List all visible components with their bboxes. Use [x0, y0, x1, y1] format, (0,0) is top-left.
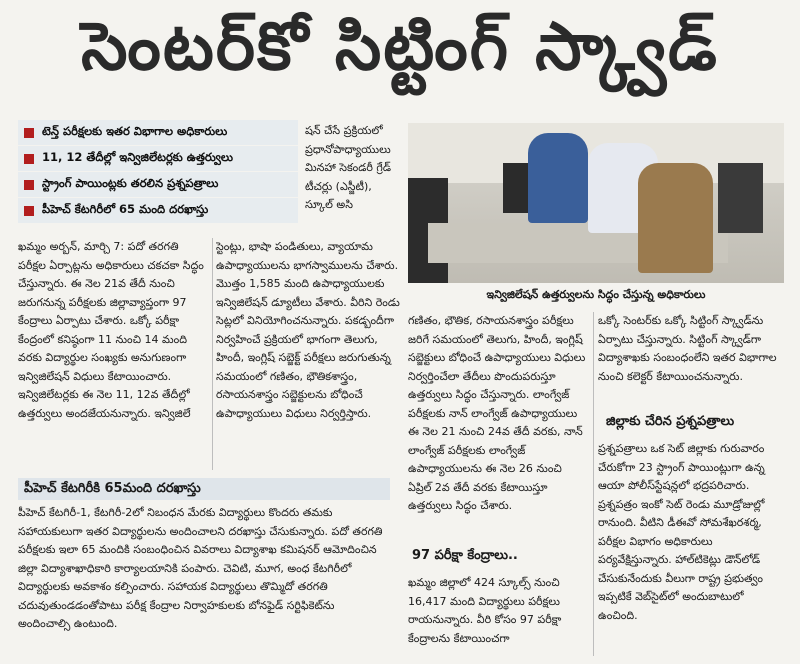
- highlight-item: టెన్త్ పరీక్షలకు ఇతర విభాగాల అధికారులు: [18, 120, 298, 146]
- ph-category-heading: పీహెచ్ కేటగిరీకి 65మంది దరఖాస్తు: [18, 478, 390, 500]
- photo-caption: ఇన్విజిలేషన్ ఉత్తర్వులను సిద్ధం చేస్తున్న అధికారులు: [486, 288, 706, 301]
- bullet-square-icon: [24, 206, 34, 216]
- centers-subhead: 97 పరీక్షా కేంద్రాలు..: [412, 548, 518, 563]
- highlight-item: స్ట్రాంగ్ పాయింట్లకు తరలిన ప్రశ్నపత్రాలు: [18, 172, 298, 198]
- bullet-square-icon: [24, 128, 34, 138]
- column-2-top: షన్ చేసే ప్రక్రియలో ప్రధానోపాధ్యాయులు మినహా సెకండరీ గ్రేడ్ టీచర్లు (ఎస్జీటీ), స్కూల్ అసి: [305, 124, 391, 211]
- column-4b: ప్రశ్నపత్రాలు ఒక సెట్ జిల్లాకు గురువారం చేరుకోగా 23 స్ట్రాంగ్ పాయింట్లుగా ఉన్న ఆయా పోలీస్‌స్టేషన్లలో భద్రపరిచారు. ప్రశ్నపత్రం ఇంకో సెట్ రెండు మూడ్రోజుల్లో రానుంది. వీటిని డీఈవో సోమశేఖరశర్మ, పరీక్షల విభాగం అధికారులు పర్యవేక్షిస్తున్నారు. హాల్‌టికెట్లు డౌన్‌లోడ్ చేసుకునేందుకు వీలుగా రాష్ట్ర ప్రభుత్వం ఇప్పటికే వెబ్‌సైట్‌లో అందుబాటులో ఉంచింది.: [598, 442, 765, 622]
- column-1: ఖమ్మం అర్బన్, మార్చి 7: పదో తరగతి పరీక్షల ఏర్పాట్లను అధికారులు చకచకా సిద్ధం చేస్తున్నారు. ఈ నెల 21వ తేదీ నుంచి జరుగనున్న పరీక్షలకు జిల్లావ్యాప్తంగా 97 కేంద్రాలు ఏర్పాటు చేశారు. ఒక్కో పరీక్షా కేంద్రంలో కనిష్ఠంగా 11 నుంచి 14 మంది వరకు విద్యార్థుల సంఖ్యకు అనుగుణంగా ఇన్విజిలేషన్ విధులు కేటాయించారు. ఇన్విజిలేటర్లకు ఈ నెల 11, 12వ తేదీల్లో ఉత్తర్వులు అందజేయనున్నారు. ఇన్విజిలే: [18, 240, 204, 420]
- highlight-item: పీహెచ్ కేటగిరీలో 65 మంది దరఖాస్తు: [18, 198, 298, 224]
- highlights-box: [18, 120, 298, 224]
- question-papers-subhead: జిల్లాకు చేరిన ప్రశ్నపత్రాలు: [606, 414, 735, 429]
- highlight-item: 11, 12 తేదీల్లో ఇన్విజిలేటర్లకు ఉత్తర్వులు: [18, 146, 298, 172]
- ph-category-text: పీహెచ్ కేటగిరీ-1, కేటగిరీ-2లో నిబంధన మేరకు విద్యార్థులు కొందరు తమకు సహాయకులుగా ఇతర విద్యార్థులను అందించాలని దరఖాస్తు చేసుకున్నారు. పదో తరగతి పరీక్షలకు ఇలా 65 మందికి సంబంధించిన వివరాలు విద్యాశాఖ కమిషనర్ ఆమోదించిన జిల్లా విద్యాశాఖాధికారి కార్యాలయానికి పంపారు. చెవిటి, మూగ, అంధ కేటగిరీలో విద్యార్థులకు అవకాశం కల్పించారు. సహాయక విద్యార్థులు తొమ్మిదో తరగతి చదువుతుండడంతోపాటు పరీక్ష కేంద్రాల నిర్వాహకులకు బోనఫైడ్ సర్టిఫికెట్‌ను అందించాల్సి ఉంటుంది.: [18, 506, 383, 630]
- column-4: ఒక్కో సెంటర్‌కు ఒక్కో సిట్టింగ్ స్క్వాడ్‌ను ఏర్పాటు చేస్తున్నారు. సిట్టింగ్ స్క్వాడ్‌గా విద్యాశాఖకు సంబంధంలేని ఇతర విభాగాల నుంచి కలెక్టర్ కేటాయించనున్నారు.: [598, 314, 777, 383]
- column-3b: ఖమ్మం జిల్లాలో 424 స్కూల్స్ నుంచి 16,417 మంది విద్యార్థులు పరీక్షలు రాయనున్నారు. వీరి కోసం 97 పరీక్షా కేంద్రాలను కేటాయించగా: [408, 576, 562, 645]
- news-photo: [408, 123, 784, 283]
- column-2: స్టెంట్లు, భాషా పండితులు, వ్యాయామ ఉపాధ్యాయులను భాగస్వాములను చేశారు. మొత్తం 1,585 మంది ఉపాధ్యాయులకు ఇన్విజిలేషన్ డ్యూటీలు వేశారు. వీరిని రెండు సెట్లలో వినియోగించనున్నారు. పకడ్బందీగా నిర్వహించే ప్రక్రియలో భాగంగా తెలుగు, హిందీ, ఇంగ్లిష్ సబ్జెక్ట్ పరీక్షలు జరుగుతున్న సమయంలో గణితం, భౌతికశాస్త్రం, రసాయనశాస్త్రం సబ్జెక్టులను బోధించే ఉపాధ్యాయులు విధులు నిర్వర్తిస్తారు.: [216, 240, 400, 420]
- headline: సెంటర్‌కో సిట్టింగ్ స్క్వాడ్: [81, 7, 719, 85]
- bullet-square-icon: [24, 180, 34, 190]
- column-3: గణితం, భౌతిక, రసాయనశాస్త్రం పరీక్షలు జరిగే సమయంలో తెలుగు, హిందీ, ఇంగ్లిష్ సబ్జెక్టులు బోధించే ఉపాధ్యాయులు విధులు నిర్వర్తించేలా తేదీలు పొందుపరుస్తూ ఉత్తర్వులు సిద్ధం చేస్తున్నారు. లాంగ్వేజ్ పరీక్షలకు నాన్ లాంగ్వేజ్ ఉపాధ్యాయులు ఈ నెల 21 నుంచి 24వ తేదీ వరకు, నాన్ లాంగ్వేజ్ పరీక్షలకు లాంగ్వేజ్ ఉపాధ్యాయులను ఈ నెల 26 నుంచి ఏప్రిల్ 2వ తేదీ వరకు కేటాయిస్తూ ఉత్తర్వులు సిద్ధం చేశారు.: [408, 314, 586, 512]
- bullet-square-icon: [24, 154, 34, 164]
